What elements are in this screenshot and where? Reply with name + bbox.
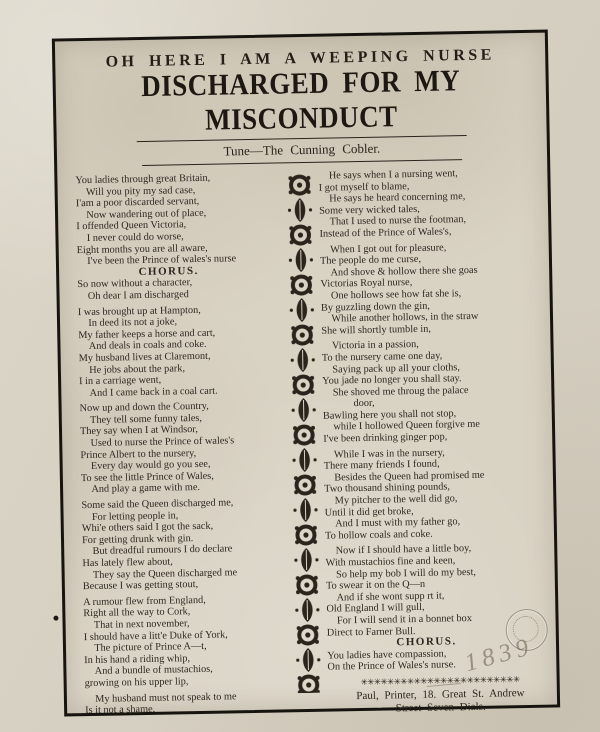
- verse-line: Some said the Queen discharged me,: [81, 497, 234, 512]
- verse-line: But dreadful rumours I do declare: [82, 543, 233, 558]
- title-block: [55, 33, 547, 168]
- verse-line: He says when I a nursing went,: [318, 168, 458, 182]
- tune-line: Tune—The Cunning Cobler.: [223, 140, 381, 159]
- handwritten-date: 1839: [461, 632, 537, 678]
- verse-line: Two thousand shining pounds,: [324, 481, 451, 496]
- asterisk-ornament-row: ✳✳✳✳✳✳✳✳✳✳✳✳✳✳✳✳✳✳✳✳✳✳✳✳: [360, 675, 520, 688]
- verse-line: While I was in the nursery,: [323, 447, 445, 461]
- verse-line: while I hollowed Queen forgive me: [323, 419, 480, 434]
- verse-line: CHORUS.: [396, 635, 457, 649]
- verse-line: Saying pack up all your cloths,: [321, 361, 460, 376]
- verse-line: You ladies have compassion,: [327, 648, 447, 662]
- verse-line: For letting people in,: [81, 509, 179, 523]
- left-column: [75, 171, 294, 721]
- imprint-line1: Paul, Printer, 18. Great St. Andrew: [356, 686, 525, 703]
- verse-line: The picture of Prince A—t,: [83, 641, 207, 655]
- verse-line: That in next november,: [83, 618, 190, 632]
- verse-line: And I must with my father go,: [324, 516, 461, 530]
- verse-columns: [57, 159, 557, 722]
- verse-line: Direct to Farner Bull.: [326, 625, 416, 639]
- verse-line: And a bundle of mustachios,: [84, 664, 213, 678]
- verse-line: He jobs about the park,: [78, 362, 186, 376]
- verse-line: My pitcher to the well did go,: [324, 493, 458, 507]
- verse-line: Because I was getting stout,: [82, 579, 199, 593]
- verse-line: CHORUS.: [138, 264, 199, 278]
- verse-line: And shove & hollow there she goas: [320, 264, 478, 279]
- verse-line: Will you pity my sad case,: [75, 184, 196, 198]
- verse-line: Whi'e others said I got the sack,: [81, 520, 214, 535]
- verse-line: To swear it on the Q—n: [325, 579, 426, 592]
- verse-line: I'am a poor discarded servant,: [75, 196, 200, 210]
- verse-line: Victoria in a passion,: [321, 339, 419, 353]
- verse-line: In his hand a riding whip,: [84, 652, 191, 666]
- verse-line: Right all the way to Cork,: [83, 606, 191, 620]
- verse-line: Now wandering out of place,: [75, 207, 207, 221]
- verse-line: growing on his upper lip,: [84, 676, 189, 690]
- verse-line: To see the little Prince of Wales,: [80, 470, 214, 484]
- verse-line: And play a game with me.: [81, 482, 201, 496]
- verse-line: Besides the Queen had promised me: [323, 469, 485, 484]
- verse-line: I in a carriage went,: [79, 374, 162, 388]
- verse-line: To the nursery came one day,: [321, 350, 443, 364]
- verse-line: My husband must not speak to me: [84, 690, 237, 705]
- verse-line: So now without a character,: [77, 277, 193, 291]
- verse-line: He says he heard concerning me,: [318, 191, 466, 205]
- verse-line: I got myself to blame,: [318, 180, 410, 194]
- verse-line: Now if I should have a little boy,: [325, 543, 472, 558]
- verse-line: For getting drunk with gin.: [81, 532, 194, 546]
- verse-line: For I will send it in a bonnet box: [326, 612, 473, 627]
- verse-line: Is it not a shame,: [85, 703, 156, 717]
- verse-line: They tell some funny tales,: [79, 412, 203, 427]
- verse-line: She shoved me throug the palace: [322, 384, 469, 399]
- ink-speck: [53, 616, 58, 621]
- verse-line: She will shortly tumble in,: [321, 323, 431, 337]
- verse-line: My father keeps a horse and cart,: [78, 327, 216, 341]
- verse-line: And I came back in a coal cart.: [79, 385, 218, 399]
- verse-line: They say the Queen discharged me: [82, 566, 238, 581]
- verse-line: Every day would go you see,: [80, 459, 211, 473]
- verse-line: Old England I will gull,: [326, 602, 425, 616]
- verse-line: I should have a litt'e Duke of York,: [83, 629, 228, 643]
- title-line2: DISCHARGED FOR MY MISCONDUCT: [140, 63, 461, 137]
- verse-line: Has lately flew about,: [82, 556, 173, 570]
- verse-line: That I used to nurse the footman,: [319, 214, 467, 229]
- verse-line: I offended Queen Victoria,: [76, 219, 187, 233]
- verse-line: A rumour flew from England,: [83, 594, 206, 608]
- verse-line: They say when I at Windsor,: [79, 424, 199, 438]
- verse-line: With mustachios fine and keen,: [325, 555, 456, 569]
- verse-line: The people do me curse,: [319, 254, 422, 267]
- imprint-line2: Street Seven Dials.: [395, 700, 486, 715]
- verse-line: So help my bob I will do my best,: [325, 566, 477, 581]
- verse-line: Eight months you are all aware,: [76, 242, 208, 256]
- verse-line: You ladies through great Britain,: [75, 172, 211, 187]
- verse-line: My husband lives at Claremont,: [78, 350, 211, 365]
- verse-line: You jade no longer you shall stay.: [322, 373, 462, 387]
- verse-line: While another hollows, in the straw: [321, 310, 479, 325]
- verse-line: door,: [322, 398, 375, 410]
- verse-line: To hollow coals and coke.: [324, 528, 433, 542]
- verse-line: I've been drinking ginger pop,: [323, 431, 448, 445]
- verse-line: Bawling here you shall not stop,: [322, 408, 457, 422]
- verse-line: Now up and down the Country,: [79, 401, 209, 415]
- verse-line: One hollows see how fat she is,: [320, 288, 462, 302]
- verse-line: And if she wont supp rt it,: [326, 590, 445, 604]
- verse-line: On the Prince of Wales's nurse.: [327, 659, 456, 673]
- verse-line: Used to nurse the Prince of wales's: [80, 435, 235, 450]
- verse-line: By guzzling down the gin,: [320, 300, 430, 314]
- verse-line: There many friends I found,: [323, 458, 440, 472]
- verse-line: And deals in coals and coke.: [78, 339, 207, 353]
- broadside-sheet-frame: [52, 30, 560, 717]
- verse-line: I never could do worse,: [76, 231, 184, 245]
- verse-line: I've been the Prince of wales's nurse: [76, 253, 237, 268]
- verse-line: Some very wicked tales,: [319, 203, 420, 217]
- verse-line: Until it did get broke,: [324, 505, 414, 519]
- verse-line: When I got out for pleasure,: [319, 241, 447, 256]
- title-line1: OH HERE I AM A WEEPING NURSE: [105, 46, 496, 71]
- verse-line: Victorias Royal nurse,: [320, 277, 413, 291]
- verse-line: Prince Albert to the nursery,: [80, 447, 197, 461]
- verse-line: Oh dear I am discharged: [77, 289, 189, 303]
- verse-line: I was brought up at Hampton,: [77, 304, 201, 318]
- verse-line: In deed its not a joke,: [77, 316, 178, 330]
- right-column-verses: [318, 167, 552, 674]
- verse-line: Instead of the Prince of Wales's,: [319, 226, 452, 240]
